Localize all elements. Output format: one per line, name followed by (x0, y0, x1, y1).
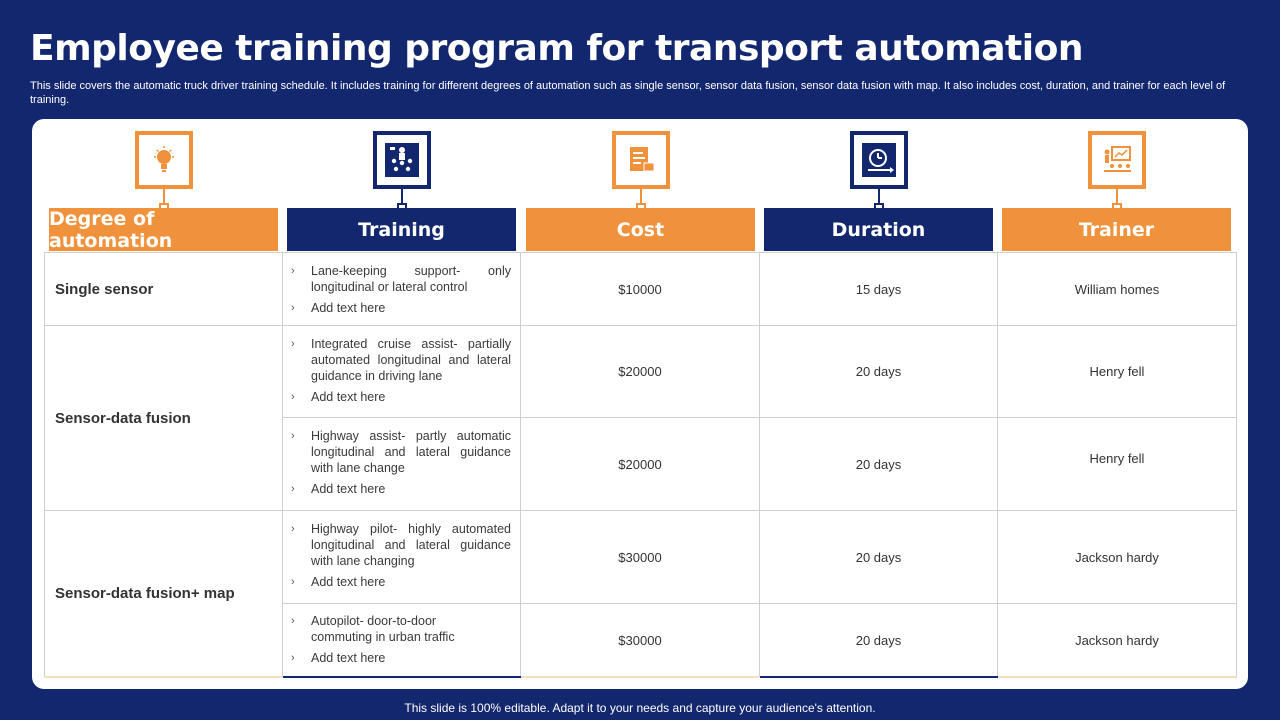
bottom-accent-line (283, 676, 521, 678)
cost-cell: $30000 (521, 604, 760, 677)
clock-icon (850, 131, 908, 189)
connector-line (401, 188, 403, 204)
connector-line (640, 188, 642, 204)
add-text-bullet[interactable]: › Add text here (291, 301, 386, 315)
training-bullet: › Highway assist- partly automatic longitudinal and lateral guidance with lane change (291, 429, 511, 475)
duration-cell: 20 days (760, 604, 998, 677)
training-cell (283, 326, 521, 418)
bottom-accent-line (760, 676, 998, 678)
bottom-accent-line (521, 676, 759, 678)
presentation-icon (1088, 131, 1146, 189)
header-degree-of-automation: Degree of automation (49, 208, 278, 251)
trainer-cell: Henry fell (1089, 450, 1145, 466)
training-bullet: › Autopilot- door-to-door commuting in urban traffic (291, 614, 455, 644)
invoice-icon (612, 131, 670, 189)
training-cell (283, 511, 521, 604)
lightbulb-icon (135, 131, 193, 189)
group-sensor-data-fusion-map: Sensor-data fusion+ map (45, 511, 283, 677)
training-cell (283, 604, 521, 677)
training-icon (373, 131, 431, 189)
bottom-accent-line (44, 676, 282, 678)
duration-cell: 15 days (760, 253, 998, 326)
duration-cell: 20 days (760, 511, 998, 604)
header-cost: Cost (526, 208, 755, 251)
group-sensor-data-fusion: Sensor-data fusion (45, 326, 283, 511)
connector-line (1116, 188, 1118, 204)
training-bullet: › Integrated cruise assist- partially automated longitudinal and lateral guidance in driving lane (291, 337, 511, 383)
connector-line (878, 188, 880, 204)
cost-cell: $30000 (521, 511, 760, 604)
footer-note: This slide is 100% editable. Adapt it to your needs and capture your audience's attention. (404, 701, 876, 715)
duration-cell: 20 days (760, 326, 998, 418)
training-table (44, 252, 1237, 677)
connector-line (163, 188, 165, 204)
trainer-cell: Jackson hardy (998, 511, 1236, 604)
group-single-sensor: Single sensor (45, 253, 283, 326)
cost-cell: $20000 (521, 326, 760, 418)
training-bullet: › Lane-keeping support- only longitudinal or lateral control (291, 264, 511, 294)
page-subtitle: This slide covers the automatic truck driver training schedule. It includes training for different degrees of automation such as single sensor, sensor data fusion, sensor data fusion with map. It also includes cost, duration, and trainer for each level of training. (30, 80, 1226, 106)
training-cell (283, 253, 521, 326)
header-training: Training (287, 208, 516, 251)
trainer-cell: Jackson hardy (1075, 633, 1159, 648)
add-text-bullet[interactable]: › Add text here (291, 482, 386, 496)
add-text-bullet[interactable]: › Add text here (291, 575, 386, 589)
duration-cell: 20 days (760, 418, 998, 511)
training-cell (283, 418, 521, 511)
add-text-bullet[interactable]: › Add text here (291, 390, 386, 404)
cost-cell: $20000 (521, 418, 760, 511)
header-duration: Duration (764, 208, 993, 251)
bottom-accent-line (998, 676, 1237, 678)
page-title: Employee training program for transport automation (30, 28, 1083, 69)
add-text-bullet[interactable]: › Add text here (291, 651, 386, 665)
training-bullet: › Highway pilot- highly automated longitudinal and lateral guidance with lane changing (291, 522, 511, 568)
header-trainer: Trainer (1002, 208, 1231, 251)
trainer-cell: Henry fell (998, 326, 1236, 418)
cost-cell: $10000 (521, 253, 760, 326)
trainer-cell: William homes (998, 253, 1236, 326)
